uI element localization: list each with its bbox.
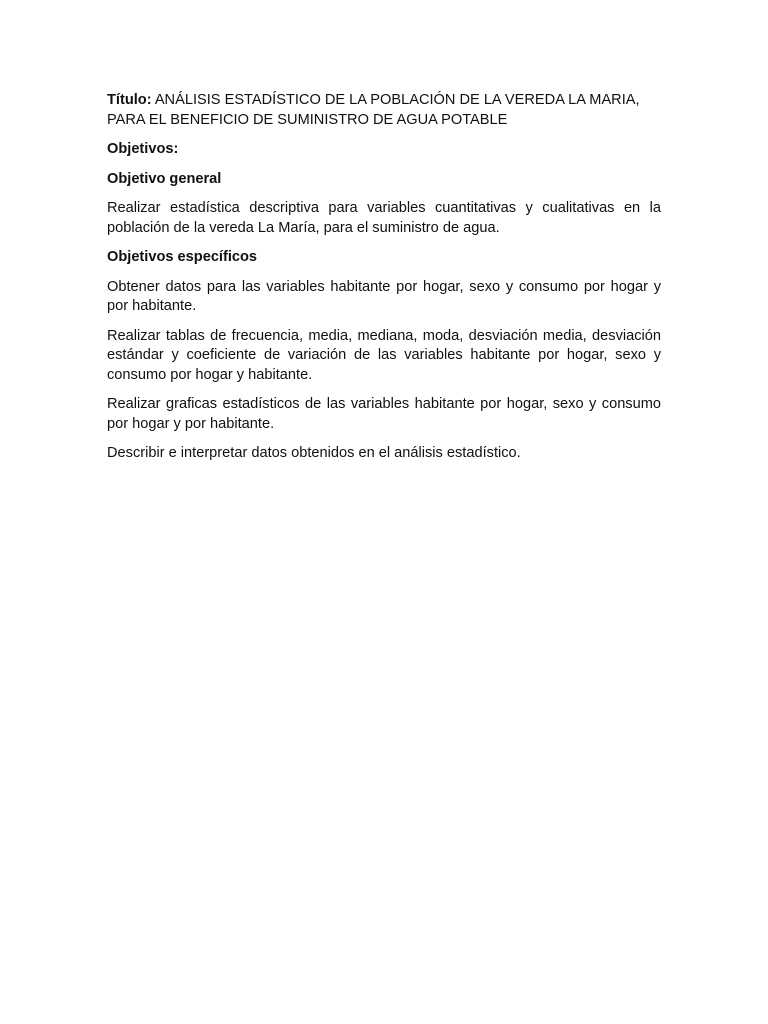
document-page (107, 91, 661, 474)
specific-objective-item: Realizar graficas estadísticos de las variables habitante por hogar, sexo y consumo por hogar y por habitante. (107, 396, 661, 432)
title-label: Título: (107, 92, 152, 108)
general-objective-heading: Objetivo general (107, 170, 222, 187)
specific-objectives-heading: Objetivos específicos (107, 249, 258, 265)
document-title (107, 91, 661, 130)
specific-objective-item: Obtener datos para las variables habitante por hogar, sexo y consumo por hogar y por habitante. (107, 278, 661, 314)
specific-objective-item: Describir e interpretar datos obtenidos en el análisis estadístico. (107, 445, 521, 461)
objectives-heading: Objetivos: (107, 141, 179, 157)
title-text: ANÁLISIS ESTADÍSTICO DE LA POBLACIÓN DE LA VEREDA LA MARIA, PARA EL BENEFICIO DE SUMINISTRO DE AGUA POTABLE (107, 92, 640, 128)
specific-objective-item: Realizar tablas de frecuencia, media, mediana, moda, desviación media, desviación estándar y coeficiente de variación de las variables habitante por hogar, sexo y consumo por hogar y habitante. (107, 327, 661, 383)
general-objective-text: Realizar estadística descriptiva para variables cuantitativas y cualitativas en la población de la vereda La María, para el suministro de agua. (107, 200, 661, 236)
